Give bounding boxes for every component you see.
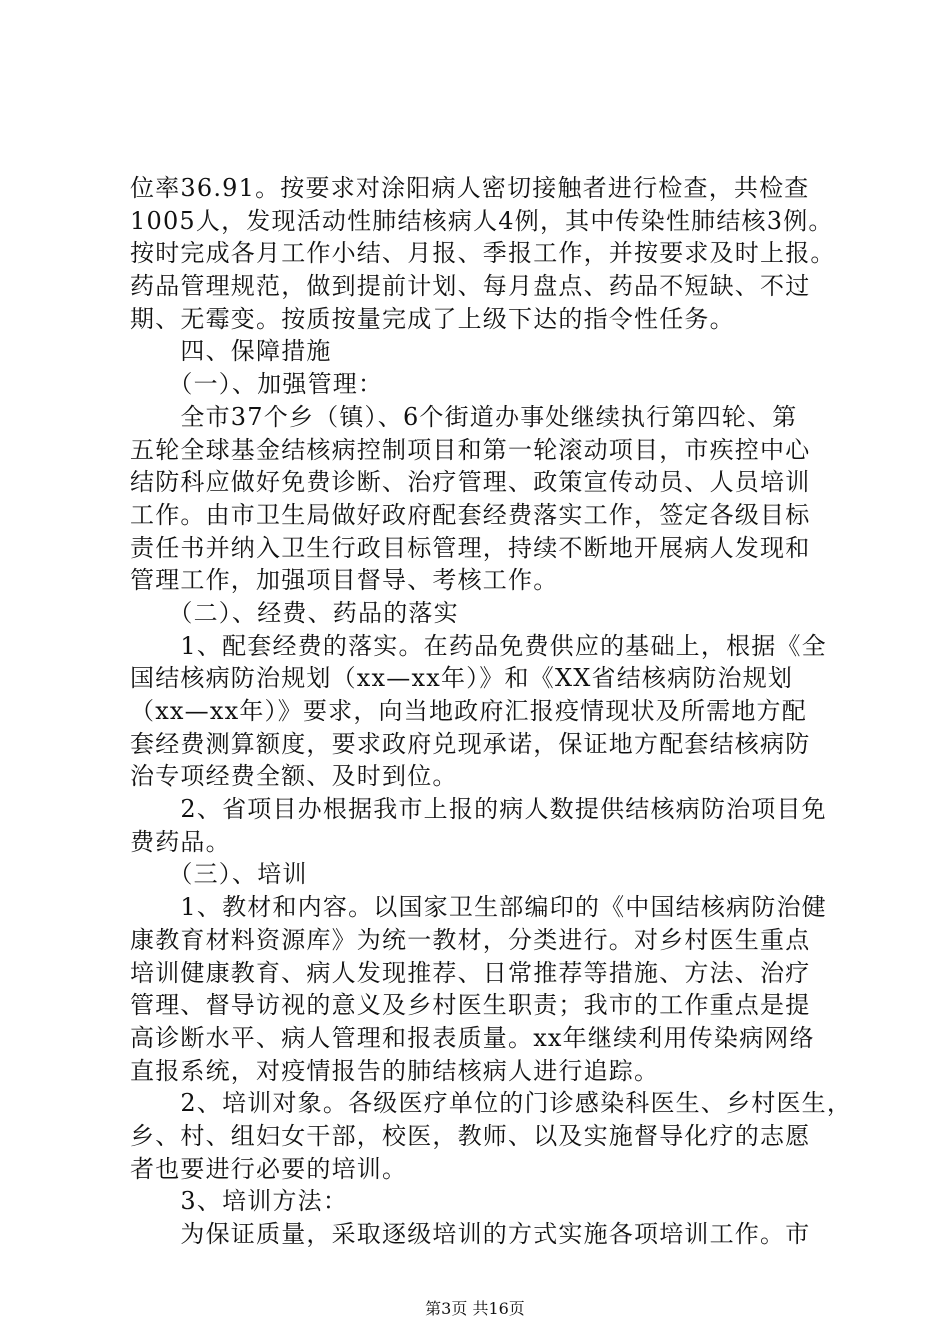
text-line: 管理、督导访视的意义及乡村医生职责；我市的工作重点是提 [130,991,811,1020]
text-line: 药品管理规范，做到提前计划、每月盘点、药品不短缺、不过 [130,272,811,301]
text-line: 位率36.91。按要求对涂阳病人密切接触者进行检查，共检查 [130,174,810,202]
text-line: 3、培训方法： [130,1187,349,1216]
text-line: 者也要进行必要的培训。 [130,1154,408,1183]
text-line: 全市37个乡（镇）、6个街道办事处继续执行第四轮、第 [130,402,798,431]
text-line: 按时完成各月工作小结、月报、季报工作，并按要求及时上报。 [130,239,836,268]
text-line: 高诊断水平、病人管理和报表质量。xx年继续利用传染病网络 [130,1023,815,1052]
text-line: 套经费测算额度，要求政府兑现承诺，保证地方配套结核病防 [130,729,811,758]
subsection-heading: （一）、加强管理： [130,370,384,399]
text-line: 乡、村、组妇女干部，校医，教师、以及实施督导化疗的志愿 [130,1121,811,1150]
text-line: 为保证质量，采取逐级培训的方式实施各项培训工作。市 [130,1220,811,1248]
text-line: 费药品。 [130,827,231,856]
text-line: 1005人，发现活动性肺结核病人4例，其中传染性肺结核3例。 [130,206,834,235]
text-line: 期、无霉变。按质按量完成了上级下达的指令性任务。 [130,304,735,333]
text-line: （xx—xx年）》要求，向当地政府汇报疫情现状及所需地方配 [130,697,807,725]
text-line: 五轮全球基金结核病控制项目和第一轮滚动项目，市疾控中心 [130,435,811,464]
subsection-heading: （二）、经费、药品的落实 [130,598,459,627]
page-number-label: 第3页 共16页 [425,1299,525,1318]
text-line: 1、配套经费的落实。在药品免费供应的基础上，根据《全 [130,631,827,660]
text-line: 1、教材和内容。以国家卫生部编印的《中国结核病防治健 [130,893,827,922]
text-line: 治专项经费全额、及时到位。 [130,762,458,791]
text-line: 管理工作，加强项目督导、考核工作。 [130,566,559,595]
text-line: 培训健康教育、病人发现推荐、日常推荐等措施、方法、治疗 [130,958,811,987]
text-line: 康教育材料资源库》为统一教材，分类进行。对乡村医生重点 [130,925,811,954]
text-line: 直报系统，对疫情报告的肺结核病人进行追踪。 [130,1056,660,1085]
section-heading: 四、保障措施 [130,337,332,366]
text-line: 2、省项目办根据我市上报的病人数提供结核病防治项目免 [130,795,827,824]
text-line: 工作。由市卫生局做好政府配套经费落实工作，签定各级目标 [130,500,811,529]
text-line: 国结核病防治规划（xx—xx年）》和《XX省结核病防治规划 [130,664,794,693]
document-body [130,172,853,1251]
subsection-heading: （三）、培训 [130,860,308,889]
text-line: 2、培训对象。各级医疗单位的门诊感染科医生、乡村医生， [130,1089,853,1118]
page-footer [0,1298,950,1320]
text-line: 责任书并纳入卫生行政目标管理，持续不断地开展病人发现和 [130,533,811,562]
text-line: 结防科应做好免费诊断、治疗管理、政策宣传动员、人员培训 [130,468,811,497]
